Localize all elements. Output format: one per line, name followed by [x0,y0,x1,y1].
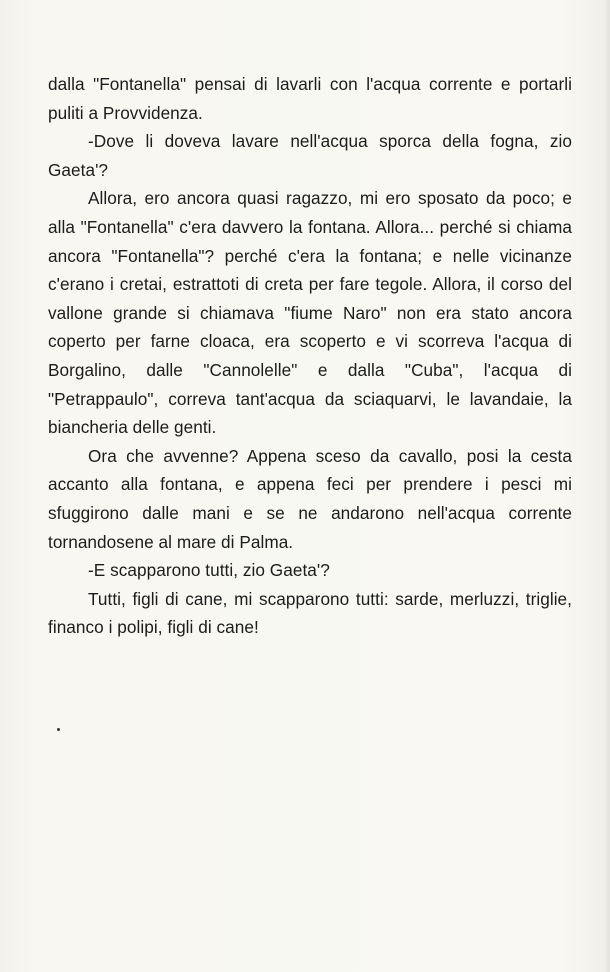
body-text [48,70,572,642]
paragraph-fish-escape: Ora che avvenne? Appena sceso da cavallo, posi la cesta accanto alla fontana, e appena feci per prendere i pesci mi sfuggirono dalle mani e se ne andarono nell'acqua corrente tornandosene al mare di Palma. [48,445,572,552]
paragraph-fontanella-story: Allora, ero ancora quasi ragazzo, mi ero sposato da poco; e alla "Fontanella" c'era davvero la fontana. Allora... perché si chiama ancora "Fontanella"? perché c'era la fontana; e nelle vicinanze c'erano i cretai, estrattoti di creta per fare tegole. Allora, il corso del vallone grande si chiamava "fiume Naro" non era stato ancora coperto per farne cloaca, era scoperto e vi scorreva l'acqua di Borgalino, dalle "Cannolelle" e dalla "Cuba", l'acqua di "Petrappaulo", correva tant'acqua da sciaquarvi, le lavandaie, la biancheria delle genti. [48,188,572,438]
ink-speck [57,728,60,731]
paragraph-final-answer: Tutti, figli di cane, mi scapparono tutti: sarde, merluzzi, triglie, financo i polipi, figli di cane! [48,588,572,638]
page-edge-shadow [604,0,610,972]
paragraph-continuation: dalla "Fontanella" pensai di lavarli con l'acqua corrente e portarli puliti a Provvidenza. [48,74,572,123]
paragraph-dialogue-question-2: -E scapparono tutti, zio Gaeta'? [88,560,330,581]
paragraph-dialogue-question: -Dove li doveva lavare nell'acqua sporca della fogna, zio Gaeta'? [48,131,572,180]
